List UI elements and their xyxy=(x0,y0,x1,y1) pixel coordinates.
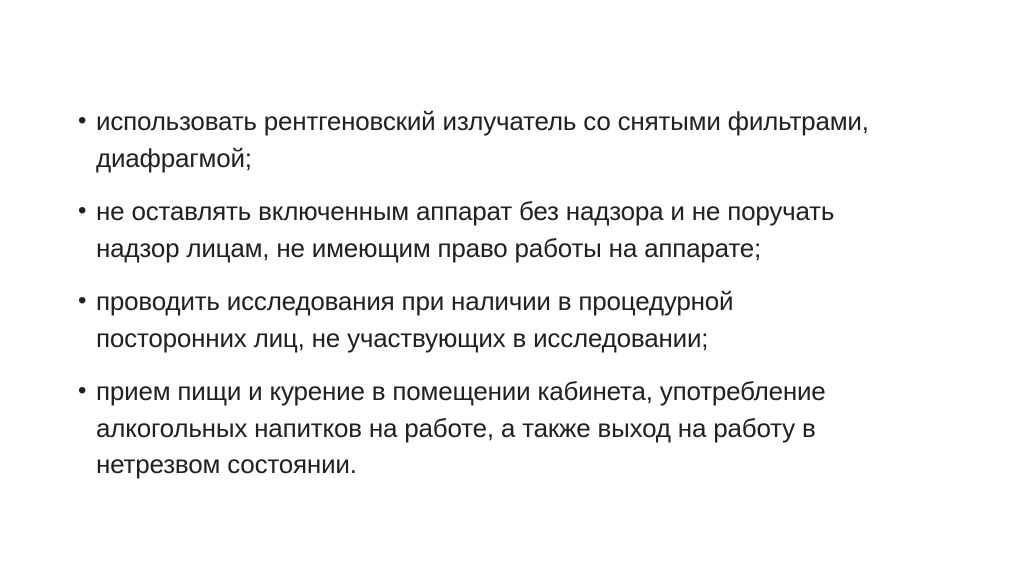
bullet-line: алкогольных напитков на работе, а также выход на работу в xyxy=(96,412,816,443)
bullet-item xyxy=(78,193,958,266)
bullet-item xyxy=(78,373,958,483)
bullet-line: посторонних лиц, не участвующих в исследовании; xyxy=(96,322,709,353)
bullet-icon: • xyxy=(78,197,87,224)
bullet-icon: • xyxy=(78,287,87,314)
bullet-text xyxy=(96,283,958,356)
bullet-line: прием пищи и курение в помещении кабинета, употребление xyxy=(96,376,826,406)
bullet-line: не оставлять включенным аппарат без надзора и не поручать xyxy=(96,196,835,226)
bullet-list xyxy=(78,103,958,483)
bullet-line: использовать рентгеновский излучатель со снятыми фильтрами, xyxy=(96,106,869,136)
bullet-item xyxy=(78,103,958,176)
bullet-icon: • xyxy=(78,377,87,404)
bullet-text xyxy=(96,373,958,483)
bullet-line: надзор лицам, не имеющим право работы на аппарате; xyxy=(96,232,762,263)
bullet-line: нетрезвом состоянии. xyxy=(96,449,357,479)
bullet-line: проводить исследования при наличии в процедурной xyxy=(96,286,734,316)
bullet-text xyxy=(96,103,958,176)
bullet-text xyxy=(96,193,958,266)
bullet-icon: • xyxy=(78,107,87,134)
bullet-line: диафрагмой; xyxy=(96,142,252,173)
bullet-item xyxy=(78,283,958,356)
